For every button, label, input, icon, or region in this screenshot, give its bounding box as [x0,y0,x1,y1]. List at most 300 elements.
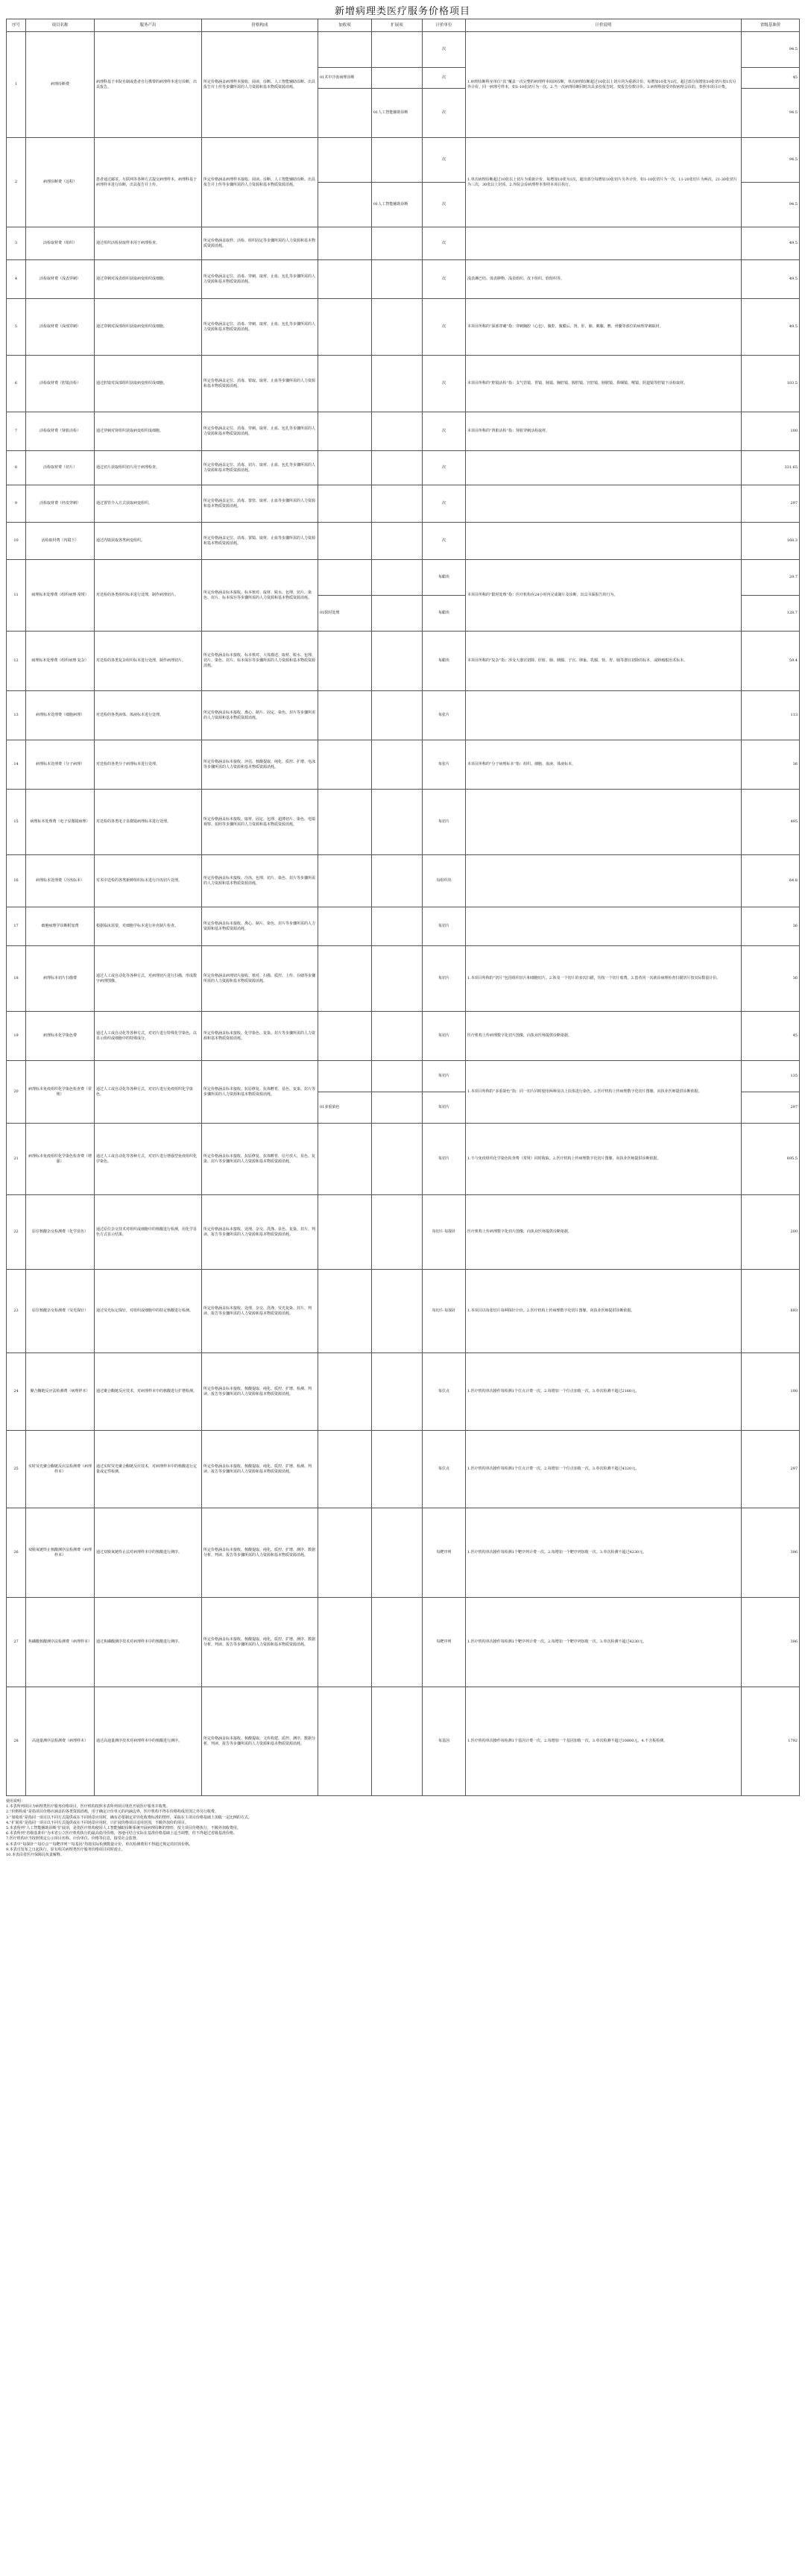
row-number: 24 [7,1353,26,1431]
pricing-unit: 每切片 [423,946,466,1012]
item-name: 双脱氧链终止核酸测序法检测费（病理样本） [26,1508,95,1598]
base-price: 36 [742,946,800,1012]
extension-item [372,1092,423,1124]
table-row [7,1598,800,1687]
service-output: 通过荧光标记探针，对组织或细胞中的特定核酸进行检测。 [95,1270,202,1353]
row-number: 1 [7,32,26,138]
pricing-unit: 每蜡块 [423,632,466,691]
item-name: 病理标本处理费（细胞病理） [26,691,95,740]
add-item [318,1598,372,1687]
table-row [7,138,800,183]
price-composition: 所定价格涵盖定位、消毒、钳取、取材、止血等步骤所需的人力资源和基本物质资源消耗。 [202,356,318,412]
add-item: 01多重染色 [318,1092,372,1124]
base-price: 113 [742,691,800,740]
service-output: 通过双脱氧链终止法对病理样本中的核酸进行测序。 [95,1508,202,1598]
item-name: 高通量测序法检测费（病理样本） [26,1687,95,1796]
row-number: 26 [7,1508,26,1598]
item-name: 原位核酸杂交检测费（荧光探针） [26,1270,95,1353]
pricing-note: 本项目所称的“深部穿刺”指：穿刺胸腔（心包）、腹腔、腹膜后、肾、肝、肺、胰腺、脾、骨髓等部位的病理穿刺取材。 [466,299,742,356]
extension-item [372,632,423,691]
row-number: 22 [7,1195,26,1270]
item-name: 聚合酶链反应法检测费（病理样本） [26,1353,95,1431]
extension-item [372,523,423,560]
item-name: 活检取材费（组织） [26,227,95,260]
row-number: 2 [7,138,26,227]
pricing-unit: 每切片 [423,790,466,855]
extension-item [372,260,423,299]
pricing-note: 1.本项目所称的“多重染色”指：同一切片同时使用两种及以上抗体进行染色。2.医疗机构上传病理数字化切片图像，向执业医师提供诊断依据。 [466,1061,742,1124]
usage-notes [6,1799,799,1858]
row-number: 14 [7,740,26,790]
pricing-note [466,451,742,485]
service-output: 通过焦磷酸测序技术对病理样本中的核酸进行测序。 [95,1598,202,1687]
table-row [7,227,800,260]
pricing-note [466,855,742,907]
note-line: 10.本表由省医疗保障局负责解释。 [6,1853,64,1858]
base-price: 59.4 [742,632,800,691]
pricing-unit: 每张片 [423,691,466,740]
base-price: 94.5 [742,32,800,68]
pricing-note: 本项目所称的“肾脏活检”指：肾脏穿刺活检取材。 [466,412,742,451]
table-row [7,356,800,412]
add-item [318,855,372,907]
price-composition: 所定价格涵盖标本接收、评估、核酸提取、纯化、质控、扩增、电泳等步骤所需的人力资源和基本物质资源消耗。 [202,740,318,790]
extension-item [372,1353,423,1431]
pricing-note: 1.本项目所称的“切片”包括组织切片和细胞切片。2.涉及一个切片的多次扫描，均按一个切片收费。3.患者同一次就诊病理检查扫描切片按实际数量计价。 [466,946,742,1012]
pricing-unit: 次 [423,32,466,68]
page-title: 新增病理类医疗服务价格项目 [334,6,470,17]
header-add: 加收项 [318,19,372,32]
row-number: 11 [7,560,26,632]
item-name: 病理标本处理费（组织病理·复杂） [26,632,95,691]
row-number: 9 [7,485,26,523]
row-number: 4 [7,260,26,299]
pricing-unit: 每切片 [423,1012,466,1061]
add-item [318,412,372,451]
service-output: 通过腔镜对深部组织获取病变组织成细胞。 [95,356,202,412]
pricing-note: 本项目所称的“分子病理标本”指：组织、细胞、血液、体液标本。 [466,740,742,790]
item-name: 病理标本处理费（分子病理） [26,740,95,790]
item-name: 活检取材费（经皮穿刺） [26,485,95,523]
item-name: 活检取材费（内镜下） [26,523,95,560]
note-line: 使用说明： [6,1799,25,1804]
pricing-unit: 每蜡块 [423,596,466,632]
pricing-unit: 每基因 [423,1687,466,1796]
extension-item [372,560,423,596]
pricing-unit: 次 [423,485,466,523]
add-item [318,523,372,560]
extension-item [372,138,423,183]
pricing-unit: 每切片 [423,1061,466,1092]
service-output: 通过穿刺对深部组织获取病变组织成细胞。 [95,299,202,356]
pricing-note: 1.病理诊断科室单位“次”覆盖一次完整的病理样本阅读诊断，单次病理诊断超过10张以上切片的为重新计价，每增加10张为1次。超过部分每增加10张切片按1次另外计价。同一病理号样本，如1-10张切片为一次。2.当一次病理诊断同时出具多份报告时，按报告份数计价。3.病理科接受外院病理会诊的，参照本项目计费。 [466,32,742,138]
service-output: 通过原位杂交技术对组织或细胞中的核酸进行检测，用化学显色方式显示结果。 [95,1195,202,1270]
pricing-note: 1.医疗机构单次操作每检测1个位点计费一次。2.每增加一个位点加收一次。3.单次检测不超过4320元。 [466,1431,742,1508]
extension-item [372,1270,423,1353]
extension-item [372,740,423,790]
add-item [318,946,372,1012]
service-output: 对术中送检的各类新鲜组织标本进行冷冻切片处理。 [95,855,202,907]
add-item [318,1508,372,1598]
extension-item [372,1508,423,1598]
pricing-unit: 次 [423,260,466,299]
pricing-unit: 次 [423,138,466,183]
price-composition: 所定价格涵盖定位、消毒、切片、取材、止血、包扎等步骤所需的人力资源和基本物质资源消耗。 [202,451,318,485]
extension-item [372,1431,423,1508]
item-name: 活检取材费（深部穿刺） [26,299,95,356]
table-row [7,32,800,68]
price-table [6,19,800,1796]
base-price: 36 [742,740,800,790]
pricing-unit: 每靶序列 [423,1598,466,1687]
extension-item [372,32,423,68]
base-price: 94.5 [742,183,800,227]
table-row [7,560,800,596]
price-composition: 所定价格涵盖病理样本接收、阅读、诊断、人工智能辅助诊断、出具报告并上传等步骤所需的人力资源和基本物质资源消耗。 [202,32,318,138]
price-composition: 所定价格涵盖定位、消毒、穿刺、取材、止血、包扎等步骤所需的人力资源和基本物质资源消耗。 [202,412,318,451]
service-output: 根据临床需要，对细胞学标本进行补充制片检查。 [95,907,202,946]
table-row [7,412,800,451]
pricing-note: 本项目所称的“复杂”指：涉及大器官切除、肝脏、肺、胰腺、子宫、卵巢、乳腺、肾、胃、肠等器官切除的标本，或肿瘤根治术标本。 [466,632,742,691]
extension-item [372,356,423,412]
base-price: 100 [742,412,800,451]
service-output: 通过人工或自动化等各种方式，对切片进行免疫组织化学染色。 [95,1061,202,1124]
table-row [7,907,800,946]
add-item [318,1431,372,1508]
pricing-unit: 次 [423,299,466,356]
header-output: 服务产出 [95,19,202,32]
price-composition: 所定价格涵盖标本接收、处理、杂交、洗涤、荧光复染、封片、判读、报告等步骤所需的人力资源和基本物质资源消耗。 [202,1270,318,1353]
table-row [7,632,800,691]
service-output: 通过聚合酶链反应技术，对病理样本中的核酸进行扩增检测。 [95,1353,202,1431]
item-name: 实时荧光聚合酶链反应法检测费（病理样本） [26,1431,95,1508]
note-line: 3.“加收项”是指同一项目以不同方式提供或在不同场景应用时，确有必要制定差异化收费标准的情形，采取在主项目价格基础上加收一定比例的方式。 [6,1815,252,1820]
price-composition: 所定价格涵盖标本接收、核酸提取、纯化、质控、扩增、检测、判读、报告等步骤所需的人力资源和基本物质资源消耗。 [202,1431,318,1508]
note-line: 6.本表所列“省级基准价”为本省公立医疗机构执行的最高指导价格，各地可结合实际在基准价格基础上适当调整，但不得超过省级基准价格。 [6,1831,237,1836]
pricing-note: 1.医疗机构单次操作每检测1个靶序列计费一次。2.每增加一个靶序列加收一次。3.单次检测不超过4230元。 [466,1598,742,1687]
add-item [318,740,372,790]
add-item: 01限时处理 [318,596,372,632]
extension-item [372,691,423,740]
item-name: 细胞病理学诊断附加费 [26,907,95,946]
price-composition: 所定价格涵盖标本接收、抗原修复、抗体孵育、信号放大、显色、复染、封片等步骤所需的人力资源和基本物质资源消耗。 [202,1124,318,1195]
row-number: 10 [7,523,26,560]
service-output: 通过穿刺对肾组织获取病变组织成细胞。 [95,412,202,451]
base-price: 396 [742,1508,800,1598]
price-composition: 所定价格涵盖病理样本接收、阅读、诊断、人工智能辅助诊断、出具报告并上传等步骤所需的人力资源和基本物质资源消耗。 [202,138,318,227]
note-line: 1.本表所列项目为病理类医疗服务价格项目，医疗机构按照本表所列项目规范开展医疗服务并收费。 [6,1804,170,1810]
item-name: 病理标本处理费（冷冻标本） [26,855,95,907]
row-number: 18 [7,946,26,1012]
table-row [7,1508,800,1598]
add-item: 01术中冷冻病理诊断 [318,68,372,89]
row-number: 28 [7,1687,26,1796]
base-price: 94.5 [742,138,800,183]
pricing-note [466,523,742,560]
base-price: 29.7 [742,560,800,596]
pricing-note: 浅表淋巴结、体表肿物、浅表组织、皮下组织、软组织等。 [466,260,742,299]
pricing-unit: 次 [423,89,466,138]
table-row [7,740,800,790]
add-item [318,1687,372,1796]
extension-item [372,946,423,1012]
base-price: 45 [742,68,800,89]
pricing-unit: 每切片·每探针 [423,1270,466,1353]
add-item [318,1061,372,1092]
table-row [7,1431,800,1508]
add-item [318,1195,372,1270]
service-output: 对送检的各类复杂组织标本进行处理，制作病理切片。 [95,632,202,691]
price-composition: 所定价格涵盖取样、活检、组织固定等步骤所需的人力资源和基本物质资源消耗。 [202,227,318,260]
table-row [7,299,800,356]
service-output: 通过置管介入方式获取病变组织。 [95,485,202,523]
row-number: 20 [7,1061,26,1124]
row-number: 17 [7,907,26,946]
note-line: 8.本表中“每探针”“每位点”“每靶序列”“每基因”均按实际检测数量计价，单次检测费用不得超过规定的封顶价格。 [6,1842,193,1847]
item-name: 病理标本切片扫描费 [26,946,95,1012]
base-price: 495 [742,790,800,855]
extension-item [372,1124,423,1195]
item-name: 活检取材费（切片） [26,451,95,485]
price-composition: 所定价格涵盖定位、消毒、置镜、取材、止血等步骤所需的人力资源和基本物质资源消耗。 [202,523,318,560]
service-output: 对送检的各类组织标本进行处理，制作病理切片。 [95,560,202,632]
add-item [318,356,372,412]
service-output: 通过切片获取组织切片用于病理检查。 [95,451,202,485]
pricing-note: 1.本项目以每张切片每种探针计价。2.医疗机构上传病理数字化切片图像，向执业医师提供诊断依据。 [466,1270,742,1353]
note-line: 7.医疗机构应当按照规定公示项目名称、计价单位、价格等信息，接受社会监督。 [6,1836,140,1842]
pricing-note [466,790,742,855]
extension-item [372,1598,423,1687]
base-price: 103.5 [742,356,800,412]
price-composition: 所定价格涵盖标本接收、核酸提取、纯化、质控、扩增、测序、数据分析、判读、报告等步骤所需的人力资源和基本物质资源消耗。 [202,1598,318,1687]
table-row [7,1061,800,1092]
pricing-note: 1.单次病理诊断超过10张以上切片为重新计价，每增加10张为1次。超出部分每增加10张切片另外计价，如1-10张切片为一次，11-20张切片为两次，21-30张切片为三次，30张以上封顶。2.外院会诊病理样本参照本项目执行。 [466,138,742,227]
pricing-note [466,691,742,740]
add-item [318,1353,372,1431]
extension-item [372,299,423,356]
row-number: 21 [7,1124,26,1195]
base-price: 396 [742,1598,800,1687]
add-item [318,560,372,596]
base-price: 895.5 [742,1124,800,1195]
table-row [7,946,800,1012]
base-price: 49.5 [742,260,800,299]
add-item [318,1012,372,1061]
price-composition: 所定价格涵盖标本接收、离心、制片、固定、染色、封片等步骤所需的人力资源和基本物质资源消耗。 [202,691,318,740]
pricing-note: 1.医疗机构单次操作每检测1个位点计费一次。2.每增加一个位点加收一次。3.单次检测不超过2160元。 [466,1353,742,1431]
add-item [318,227,372,260]
pricing-unit: 每位点 [423,1431,466,1508]
extension-item [372,1061,423,1092]
service-output: 通过组织活检获取样本用于病理检查。 [95,227,202,260]
add-item [318,183,372,227]
extension-item: 01人工智能辅助诊断 [372,183,423,227]
pricing-note: 1.医疗机构单次操作每检测1个基因计费一次。2.每增加一个基因加收一次。3.单次检测不超过10800元。4.不含板检测。 [466,1687,742,1796]
row-number: 15 [7,790,26,855]
pricing-note [466,485,742,523]
price-composition: 所定价格涵盖标本接收、核酸提取、纯化、质控、扩增、测序、数据分析、判读、报告等步骤所需的人力资源和基本物质资源消耗。 [202,1508,318,1598]
price-composition: 所定价格涵盖病理切片接收、核对、扫描、质控、上传、存储等步骤所需的人力资源和基本物质资源消耗。 [202,946,318,1012]
item-name: 病理标本免疫组织化学染色检查费（增强） [26,1124,95,1195]
table-row [7,1012,800,1061]
table-row [7,485,800,523]
note-line: 4.“扩展项”是指同一项目以不同方式提供或在不同场景应用时，只扩展价格项目适用范围，不额外加价的项目。 [6,1820,189,1825]
pricing-note [466,907,742,946]
pricing-unit: 每切片 [423,1124,466,1195]
add-item [318,907,372,946]
extension-item [372,907,423,946]
pricing-note: 本项目所称的“腔镜活检”指：支气管镜、胃镜、肠镜、胸腔镜、腹腔镜、宫腔镜、膀胱镜、鼻咽镜、喉镜、阴道镜等腔镜下活检取材。 [466,356,742,412]
pricing-unit: 次 [423,523,466,560]
row-number: 13 [7,691,26,740]
price-composition: 所定价格涵盖标本接收、化学染色、复染、封片等步骤所需的人力资源和基本物质资源消耗。 [202,1012,318,1061]
row-number: 25 [7,1431,26,1508]
base-price: 64.8 [742,855,800,907]
base-price: 297 [742,1092,800,1124]
add-item [318,260,372,299]
pricing-unit: 每切片·每探针 [423,1195,466,1270]
pricing-unit: 次 [423,68,466,89]
item-name: 病理诊断费（远程） [26,138,95,227]
pricing-unit: 次 [423,451,466,485]
pricing-unit: 每靶序列 [423,1508,466,1598]
add-item [318,632,372,691]
price-composition: 所定价格涵盖定位、消毒、穿刺、取材、止血、包扎等步骤所需的人力资源和基本物质资源消耗。 [202,260,318,299]
base-price: 135 [742,1061,800,1092]
add-item [318,485,372,523]
item-name: 活检取材费（腔镜活检） [26,356,95,412]
pricing-unit: 每切片 [423,1092,466,1124]
header-price: 省级基准价 [742,19,800,32]
add-item [318,299,372,356]
item-name: 病理标本处理费（组织病理·常规） [26,560,95,632]
base-price: 128.7 [742,596,800,632]
base-price: 693 [742,1270,800,1353]
row-number: 19 [7,1012,26,1061]
pricing-note: 1.医疗机构单次操作每检测1个靶序列计费一次。2.每增加一个靶序列加收一次。3.单次检测不超过4230元。 [466,1508,742,1598]
table-row [7,1687,800,1796]
base-price: 297 [742,485,800,523]
header-ext: 扩展项 [372,19,423,32]
service-output: 患者通过邮寄、互联网等各种方式提交病理样本，病理科基于病理样本进行诊断，出具报告并上传。 [95,138,202,227]
add-item [318,691,372,740]
pricing-unit: 次 [423,412,466,451]
table-row [7,1124,800,1195]
item-name: 病理诊断费 [26,32,95,138]
service-output: 病理科基于本院自制或患者自行携带的病理样本进行诊断，出具报告。 [95,32,202,138]
table-row [7,691,800,740]
row-number: 8 [7,451,26,485]
add-item [318,89,372,138]
price-composition: 所定价格涵盖标本接收、核酸提取、纯化、质控、扩增、检测、判读、报告等步骤所需的人力资源和基本物质资源消耗。 [202,1353,318,1431]
pricing-note: 医疗机构上传病理数字化切片图像，向执业医师提供诊断依据。 [466,1012,742,1061]
pricing-unit: 每位点 [423,1353,466,1431]
price-composition: 所定价格涵盖标本接收、标本核对、大体描述、取材、脱水、包埋、切片、染色、封片、标本保存等步骤所需的人力资源和基本物质资源消耗。 [202,632,318,691]
price-composition: 所定价格涵盖标本接收、取材、固定、包埋、超薄切片、染色、电镜观察、拍照等步骤所需的人力资源和基本物质资源消耗。 [202,790,318,855]
add-item [318,451,372,485]
header-note: 计价说明 [466,19,742,32]
price-composition: 所定价格涵盖标本接收、冷冻、包埋、切片、染色、封片等步骤所需的人力资源和基本物质资源消耗。 [202,855,318,907]
row-number: 23 [7,1270,26,1353]
add-item [318,138,372,183]
header-unit: 计价单位 [423,19,466,32]
table-row [7,523,800,560]
pricing-unit: 每组织块 [423,855,466,907]
price-composition: 所定价格涵盖标本接收、处理、杂交、洗涤、显色、复染、封片、判读、报告等步骤所需的人力资源和基本物质资源消耗。 [202,1195,318,1270]
base-price: 297 [742,1431,800,1508]
header-no: 序号 [7,19,26,32]
add-item [318,32,372,68]
note-line: 2.“价格构成”是指项目价格应涵盖的各类资源消耗，用于确定计价单元的内涵边界，医疗机构不得在价格构成范围之外另行收费。 [6,1810,218,1815]
service-output: 通过高通量测序技术对病理样本中的核酸进行测序。 [95,1687,202,1796]
extension-item [372,227,423,260]
add-item [318,790,372,855]
table-row [7,451,800,485]
service-output: 对送检的各类电子显微镜病理标本进行处理。 [95,790,202,855]
row-number: 7 [7,412,26,451]
table-row [7,1270,800,1353]
extension-item [372,485,423,523]
extension-item [372,1687,423,1796]
pricing-note: 1.不与免疫组织化学染色检查费（常规）同时收取。2.医疗机构上传病理数字化切片图像，向执业医师提供诊断依据。 [466,1124,742,1195]
service-output: 通过人工或自动化等各种方式，对切片进行特殊化学染色，以显示组织或细胞中的特殊成分。 [95,1012,202,1061]
base-price: 168.3 [742,523,800,560]
row-number: 12 [7,632,26,691]
extension-item [372,451,423,485]
extension-item [372,790,423,855]
service-output: 通过人工或自动化等各种方式，对病理切片进行扫描，形成数字病理图像。 [95,946,202,1012]
row-number: 27 [7,1598,26,1687]
extension-item [372,1012,423,1061]
pricing-unit: 每张片 [423,740,466,790]
base-price: 331.65 [742,451,800,485]
table-row [7,1353,800,1431]
service-output: 通过实时荧光聚合酶链反应技术，对病理样本中的核酸进行定量或定性检测。 [95,1431,202,1508]
extension-item [372,1195,423,1270]
base-price: 36 [742,907,800,946]
extension-item: 01人工智能辅助诊断 [372,89,423,138]
header-cost: 价格构成 [202,19,318,32]
pricing-unit: 每切片 [423,907,466,946]
pricing-unit: 次 [423,356,466,412]
pricing-unit: 每蜡块 [423,560,466,596]
add-item [318,1124,372,1195]
note-line: 9.本表自发布之日起执行，原有相关病理类医疗服务价格项目同时废止。 [6,1847,125,1852]
row-number: 16 [7,855,26,907]
service-output: 通过穿刺对浅表组织获取病变组织成细胞。 [95,260,202,299]
row-number: 6 [7,356,26,412]
price-composition: 所定价格涵盖标本接收、离心、制片、染色、封片等步骤所需的人力资源和基本物质资源消耗。 [202,907,318,946]
row-number: 3 [7,227,26,260]
table-row [7,1195,800,1270]
service-output: 对送检的各类液体、体液标本进行处理。 [95,691,202,740]
price-composition: 所定价格涵盖定位、消毒、穿刺、取材、止血、包扎等步骤所需的人力资源和基本物质资源消耗。 [202,299,318,356]
base-price: 45 [742,1012,800,1061]
note-line: 5.本表所列“人工智能辅助诊断”扩展项，是指医疗机构使用人工智能辅助诊断系统开展病理诊断的情形，按主项目价格执行，不额外加收费用。 [6,1826,241,1831]
pricing-note: 本项目所称的“限时处理”指：医疗机构在24小时内完成制片及诊断，出具书面报告的行为。 [466,560,742,632]
base-price: 200 [742,1195,800,1270]
base-price: 1792 [742,1687,800,1796]
item-name: 病理标本处理费（电子显微镜病理） [26,790,95,855]
item-name: 原位核酸杂交检测费（化学显色） [26,1195,95,1270]
base-price: 49.5 [742,227,800,260]
table-row [7,790,800,855]
row-number: 5 [7,299,26,356]
service-output: 对送检的各类分子病理标本进行处理。 [95,740,202,790]
extension-item [372,596,423,632]
extension-item [372,68,423,89]
price-composition: 所定价格涵盖标本接收、核酸提取、文库构建、质控、测序、数据分析、判读、报告等步骤所需的人力资源和基本物质资源消耗。 [202,1687,318,1796]
